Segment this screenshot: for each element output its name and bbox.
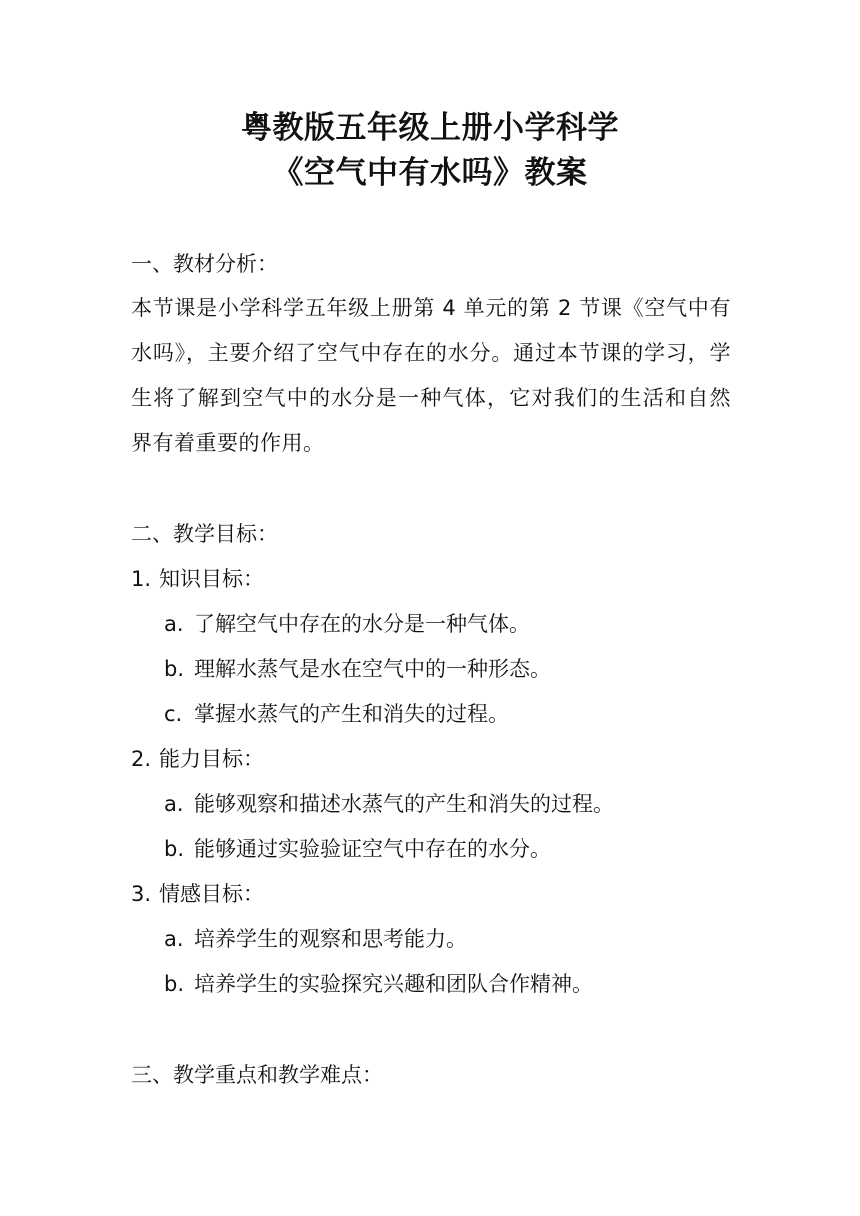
- goal-index: 1.: [131, 567, 152, 591]
- goal-label: 情感目标：: [159, 882, 264, 906]
- goal-item-index: c.: [164, 702, 183, 726]
- goal-item-text: 理解水蒸气是水在空气中的一种形态。: [194, 657, 551, 681]
- section-heading-key-difficult-points: 三、教学重点和教学难点：: [131, 1063, 383, 1087]
- goal-item-index: a.: [164, 612, 184, 636]
- goal-item: [164, 782, 614, 826]
- goal-item: [164, 647, 551, 691]
- goal-label: 能力目标：: [159, 747, 264, 771]
- section-heading-teaching-goals: 二、教学目标：: [131, 522, 278, 546]
- goal-item: [164, 692, 509, 736]
- goal-item-text: 能够通过实验验证空气中存在的水分。: [194, 837, 551, 861]
- goal-item: [164, 962, 593, 1006]
- goal-knowledge: [131, 557, 264, 601]
- goal-item-index: b.: [164, 837, 185, 861]
- section-heading-textbook-analysis: 一、教材分析：: [131, 252, 278, 276]
- document-title-line-1: 粤教版五年级上册小学科学: [241, 110, 619, 146]
- goal-label: 知识目标：: [159, 567, 264, 591]
- goal-item-index: b.: [164, 972, 185, 996]
- goal-item: [164, 827, 551, 871]
- goal-item: [164, 602, 530, 646]
- goal-item-index: a.: [164, 792, 184, 816]
- goal-item-text: 培养学生的观察和思考能力。: [194, 927, 467, 951]
- goal-item-text: 培养学生的实验探究兴趣和团队合作精神。: [194, 972, 593, 996]
- goal-emotion: [131, 872, 264, 916]
- document-title-line-2: 《空气中有水吗》教案: [272, 155, 588, 191]
- goal-item-index: b.: [164, 657, 185, 681]
- textbook-analysis-paragraph: 本节课是小学科学五年级上册第 4 单元的第 2 节课《空气中有水吗》，主要介绍了空气中存在的水分。通过本节课的学习，学生将了解到空气中的水分是一种气体，它对我们的生活和自然界有着重要的作用。: [131, 296, 731, 455]
- goal-item-text: 能够观察和描述水蒸气的产生和消失的过程。: [194, 792, 614, 816]
- goal-index: 2.: [131, 747, 152, 771]
- goal-item-text: 了解空气中存在的水分是一种气体。: [194, 612, 530, 636]
- goal-item-index: a.: [164, 927, 184, 951]
- goal-item: [164, 917, 467, 961]
- goal-index: 3.: [131, 882, 152, 906]
- goal-ability: [131, 737, 264, 781]
- goal-item-text: 掌握水蒸气的产生和消失的过程。: [194, 702, 509, 726]
